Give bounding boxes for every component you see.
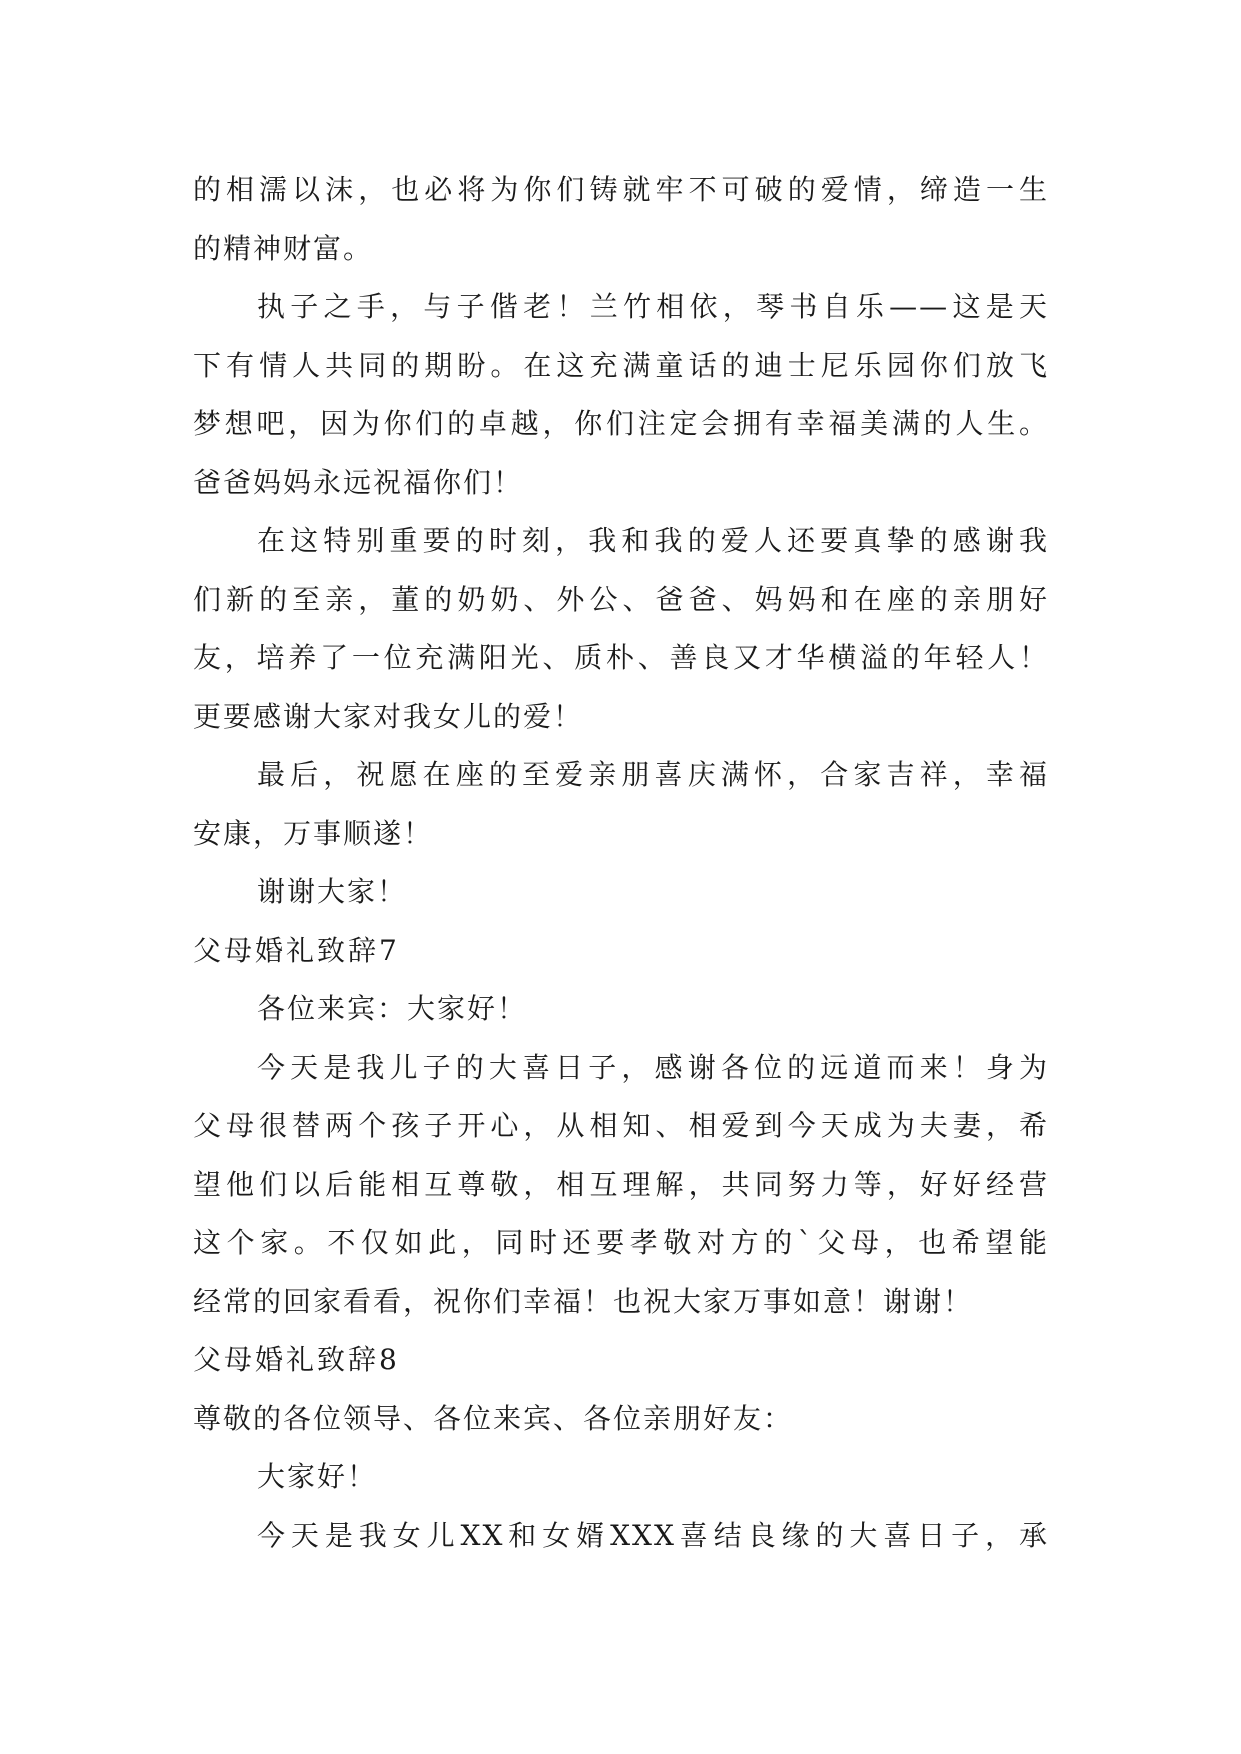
body-line: 的相濡以沫，也必将为你们铸就牢不可破的爱情，缔造一生 xyxy=(193,173,1049,206)
body-line: 爸爸妈妈永远祝福你们！ xyxy=(193,465,524,499)
section-heading: 父母婚礼致辞8 xyxy=(193,1343,400,1376)
section-heading: 父母婚礼致辞7 xyxy=(193,933,400,967)
body-line: 的精神财富。 xyxy=(193,231,374,265)
body-line: 望他们以后能相互尊敬，相互理解，共同努力等，好好经营 xyxy=(193,1167,1049,1201)
paragraph-first-line: 今天是我女儿XX和女婿XXX喜结良缘的大喜日子，承 xyxy=(257,1518,1049,1552)
paragraph-first-line: 各位来宾：大家好！ xyxy=(257,992,528,1025)
body-line: 经常的回家看看，祝你们幸福！也祝大家万事如意！谢谢！ xyxy=(193,1284,974,1318)
body-line: 下有情人共同的期盼。在这充满童话的迪士尼乐园你们放飞 xyxy=(193,348,1049,382)
paragraph-first-line: 执子之手，与子偕老！兰竹相依，琴书自乐——这是天 xyxy=(257,290,1049,323)
paragraph-first-line: 谢谢大家！ xyxy=(257,875,408,908)
body-line: 尊敬的各位领导、各位来宾、各位亲朋好友： xyxy=(193,1401,794,1435)
body-line: 更要感谢大家对我女儿的爱！ xyxy=(193,699,584,733)
body-line: 友，培养了一位充满阳光、质朴、善良又才华横溢的年轻人！ xyxy=(193,641,1049,674)
body-line: 安康，万事顺遂！ xyxy=(193,816,434,850)
body-line: 这个家。不仅如此，同时还要孝敬对方的`父母，也希望能 xyxy=(193,1226,1049,1259)
paragraph-first-line: 最后，祝愿在座的至爱亲朋喜庆满怀，合家吉祥，幸福 xyxy=(257,758,1049,791)
paragraph-first-line: 在这特别重要的时刻，我和我的爱人还要真挚的感谢我 xyxy=(257,524,1049,557)
paragraph-first-line: 今天是我儿子的大喜日子，感谢各位的远道而来！身为 xyxy=(257,1050,1049,1084)
document-page xyxy=(193,161,1049,1565)
paragraph-first-line: 大家好！ xyxy=(257,1460,378,1493)
body-line: 梦想吧，因为你们的卓越，你们注定会拥有幸福美满的人生。 xyxy=(193,407,1049,440)
body-line: 父母很替两个孩子开心，从相知、相爱到今天成为夫妻，希 xyxy=(193,1109,1049,1142)
body-line: 们新的至亲，董的奶奶、外公、爸爸、妈妈和在座的亲朋好 xyxy=(193,582,1049,616)
